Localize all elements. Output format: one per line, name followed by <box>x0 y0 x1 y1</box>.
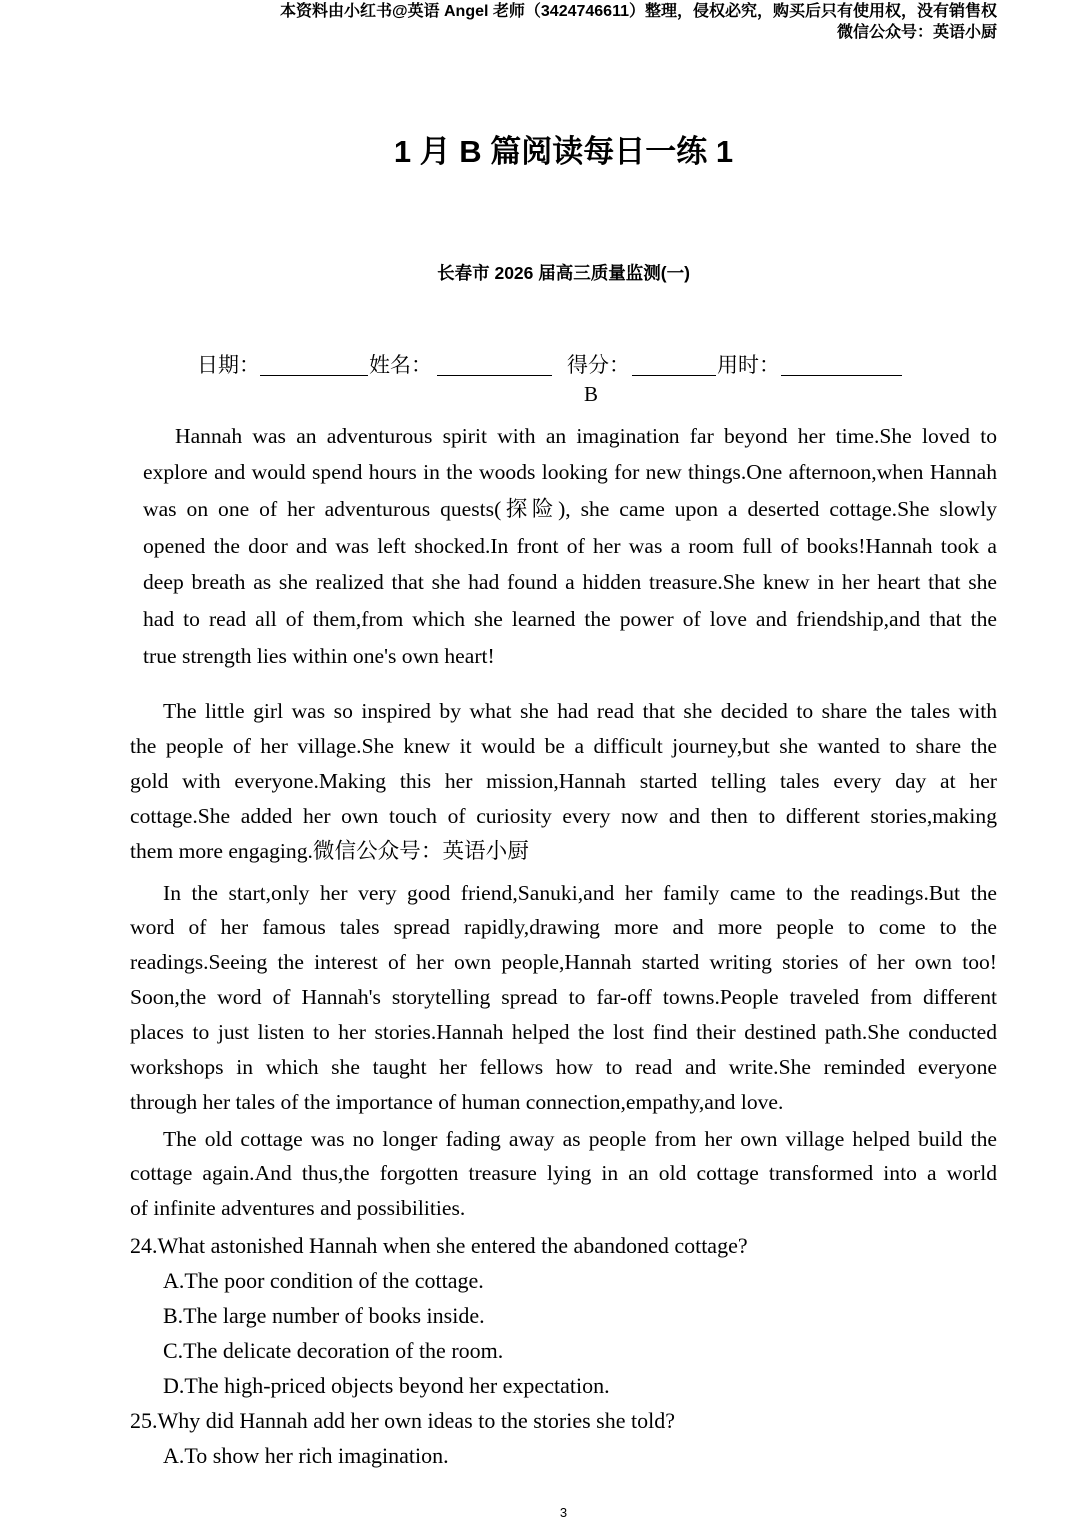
paragraph-line: cottage again.And thus,the forgotten treasure lying in an old cottage transformed into a world <box>130 1161 997 1186</box>
date-blank <box>260 375 368 376</box>
student-info-row <box>0 351 1080 381</box>
copyright-notice: 本资料由小红书@英语 Angel 老师（3424746611）整理，侵权必究，购买后只有使用权，没有销售权 <box>279 3 997 20</box>
question-24 <box>130 1228 997 1403</box>
paragraph-line: workshops in which she taught her fellows how to read and write.She reminded everyone <box>130 1054 997 1079</box>
score-blank <box>632 375 716 376</box>
paragraph-line: gold with everyone.Making this her mission,Hannah started telling tales every day at her <box>130 768 997 793</box>
question-stem: 25.Why did Hannah add her own ideas to the stories she told? <box>130 1407 675 1433</box>
paragraph-line: them more engaging.微信公众号：英语小厨 <box>130 838 529 863</box>
section-label: B <box>584 382 599 406</box>
paragraph-line: deep breath as she realized that she had found a hidden treasure.She knew in her heart that she <box>143 570 997 595</box>
paragraph-line: readings.Seeing the interest of her own people,Hannah started writing stories of her own too! <box>130 950 997 975</box>
option-d: D.The high-priced objects beyond her expectation. <box>163 1372 610 1398</box>
paragraph-line: The old cottage was no longer fading away as people from her own village helped build the <box>163 1126 997 1151</box>
paragraph-line: true strength lies within one's own heart! <box>143 643 495 668</box>
option-a: A.The poor condition of the cottage. <box>163 1267 484 1293</box>
option-a: A.To show her rich imagination. <box>163 1443 449 1469</box>
paragraph-line: The little girl was so inspired by what she had read that she decided to share the tales with <box>163 698 997 723</box>
time-blank <box>781 375 902 376</box>
passage-paragraph-3 <box>130 876 997 1120</box>
option-c: C.The delicate decoration of the room. <box>163 1337 504 1363</box>
date-label: 日期： <box>197 353 260 377</box>
name-label: 姓名： <box>369 353 432 377</box>
passage-paragraph-1 <box>143 418 997 675</box>
option-b: B.The large number of books inside. <box>163 1302 485 1328</box>
paragraph-line: cottage.She added her own touch of curiosity every now and then to different stories,making <box>130 803 997 828</box>
paragraph-line: explore and would spend hours in the woods looking for new things.One afternoon,when Hannah <box>143 460 997 485</box>
paragraph-line: the people of her village.She knew it would be a difficult journey,but she wanted to share the <box>130 733 997 758</box>
paragraph-line: of infinite adventures and possibilities. <box>130 1195 466 1220</box>
page-title: 1 月 B 篇阅读每日一练 1 <box>393 134 734 169</box>
name-blank <box>437 375 552 376</box>
time-label: 用时： <box>717 353 780 377</box>
paragraph-line: Hannah was an adventurous spirit with an imagination far beyond her time.She loved to <box>175 423 997 448</box>
wechat-account: 微信公众号：英语小厨 <box>836 24 997 41</box>
paragraph-line: was on one of her adventurous quests(探险), she came upon a deserted cottage.She slowly <box>143 497 997 522</box>
exam-source: 长春市 2026 届高三质量监测(一) <box>437 263 690 283</box>
paragraph-line: opened the door and was left shocked.In front of her was a room full of books!Hannah took a <box>143 533 997 558</box>
question-25 <box>130 1403 997 1473</box>
paragraph-line: word of her famous tales spread rapidly,drawing more and more people to come to the <box>130 915 997 940</box>
questions <box>130 1228 997 1474</box>
paragraph-line: places to just listen to her stories.Hannah helped the lost find their destined path.She conducted <box>130 1019 997 1044</box>
question-stem: 24.What astonished Hannah when she entered the abandoned cottage? <box>130 1232 748 1258</box>
paragraph-line: had to read all of them,from which she learned the power of love and friendship,and that the <box>143 607 997 632</box>
score-label: 得分： <box>567 353 630 377</box>
passage-paragraph-2 <box>130 694 997 869</box>
passage-paragraph-4 <box>130 1122 997 1226</box>
paragraph-line: Soon,the word of Hannah's storytelling spread to far-off towns.People traveled from different <box>130 985 997 1010</box>
page-number: 3 <box>559 1505 568 1520</box>
paragraph-line: through her tales of the importance of human connection,empathy,and love. <box>130 1089 784 1114</box>
paragraph-line: In the start,only her very good friend,Sanuki,and her family came to the readings.But the <box>163 880 997 905</box>
